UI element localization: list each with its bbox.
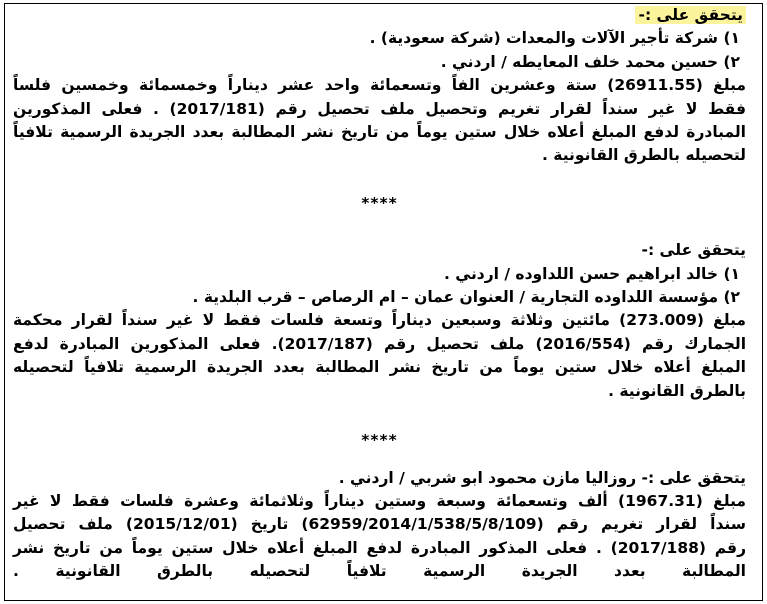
section-1-heading <box>13 4 746 27</box>
section-3-paragraph-line-3: رقم (2017/188) . فعلى المذكور المبادرة لدفع المبلغ أعلاه خلال ستين يوماً من تاريخ نشر <box>13 538 747 557</box>
section-2-paragraph-line-2: الجمارك رقم (2016/554) ملف تحصيل رقم (2017/187). فعلى المذكورين المبادرة لدفع <box>13 334 747 353</box>
section-1-paragraph-line-1: مبلغ (26911.55) ستة وعشرين الفاً وتسعمائة واحد عشر ديناراً وخمسمائة وخمسين فلساً <box>13 76 746 95</box>
separator-2: **** <box>361 431 398 450</box>
section-3-paragraph-line-1: مبلغ (1967.31) ألف وتسعمائة وسبعة وستين ديناراً وثلاثمائة وعشرة فلسات فقط لا غير <box>13 491 746 510</box>
section-1-paragraph-line-2: فقط لا غير سنداً لقرار تغريم وتحصيل ملف تحصيل رقم (2017/181) . فعلى المذكورين <box>13 99 746 118</box>
section-3-paragraph-line-2: سنداً لقرار تغريم رقم (62959/2014/1/538/5/8/109) تاريخ (2015/12/01) ملف تحصيل <box>13 515 746 534</box>
section-2-paragraph-line-4: بالطرق القانونية . <box>608 381 746 400</box>
section-2-item-2: ٢) مؤسسة اللداوده التجارية / العنوان عمان – ام الرصاص – قرب البلدية . <box>192 288 740 307</box>
section-1-paragraph-line-4: لتحصيله بالطرق القانونية . <box>542 146 746 165</box>
section-1-item-2: ٢) حسين محمد خلف المعايطه / اردني . <box>440 52 740 71</box>
section-3-paragraph-line-4: المطالبة بعدد الجريدة الرسمية تلافياً لتحصيله بالطرق القانونية . <box>13 562 746 581</box>
separator-1: **** <box>361 193 398 212</box>
section-2-paragraph-line-3: المبلغ أعلاه خلال ستين يوماً من تاريخ نشر المطالبة بعدد الجريدة الرسمية تلافياً لتحصيله <box>13 358 746 377</box>
section-2-paragraph-line-1: مبلغ (273.009) مائتين وثلاثة وسبعين ديناراً وتسعة فلسات فقط لا غير سنداً لقرار محكمة <box>13 311 746 330</box>
section-3-heading: يتحقق على :- روزاليا مازن محمود ابو شربي / اردني . <box>338 468 746 487</box>
section-1-paragraph-line-3: المبادرة لدفع المبلغ أعلاه خلال ستين يوماً من تاريخ نشر المطالبة بعدد الجريدة الرسمية تلافياً <box>13 123 746 142</box>
section-1-item-1: ١) شركة تأجير الآلات والمعدات (شركة سعودية) . <box>369 29 740 48</box>
section-2-item-1: ١) خالد ابراهيم حسن اللداوده / اردني . <box>443 264 740 283</box>
section-2-heading: يتحقق على :- <box>641 241 746 260</box>
highlighted-heading: يتحقق على :- <box>635 6 746 24</box>
document-body <box>13 4 746 584</box>
document-page <box>4 3 763 601</box>
